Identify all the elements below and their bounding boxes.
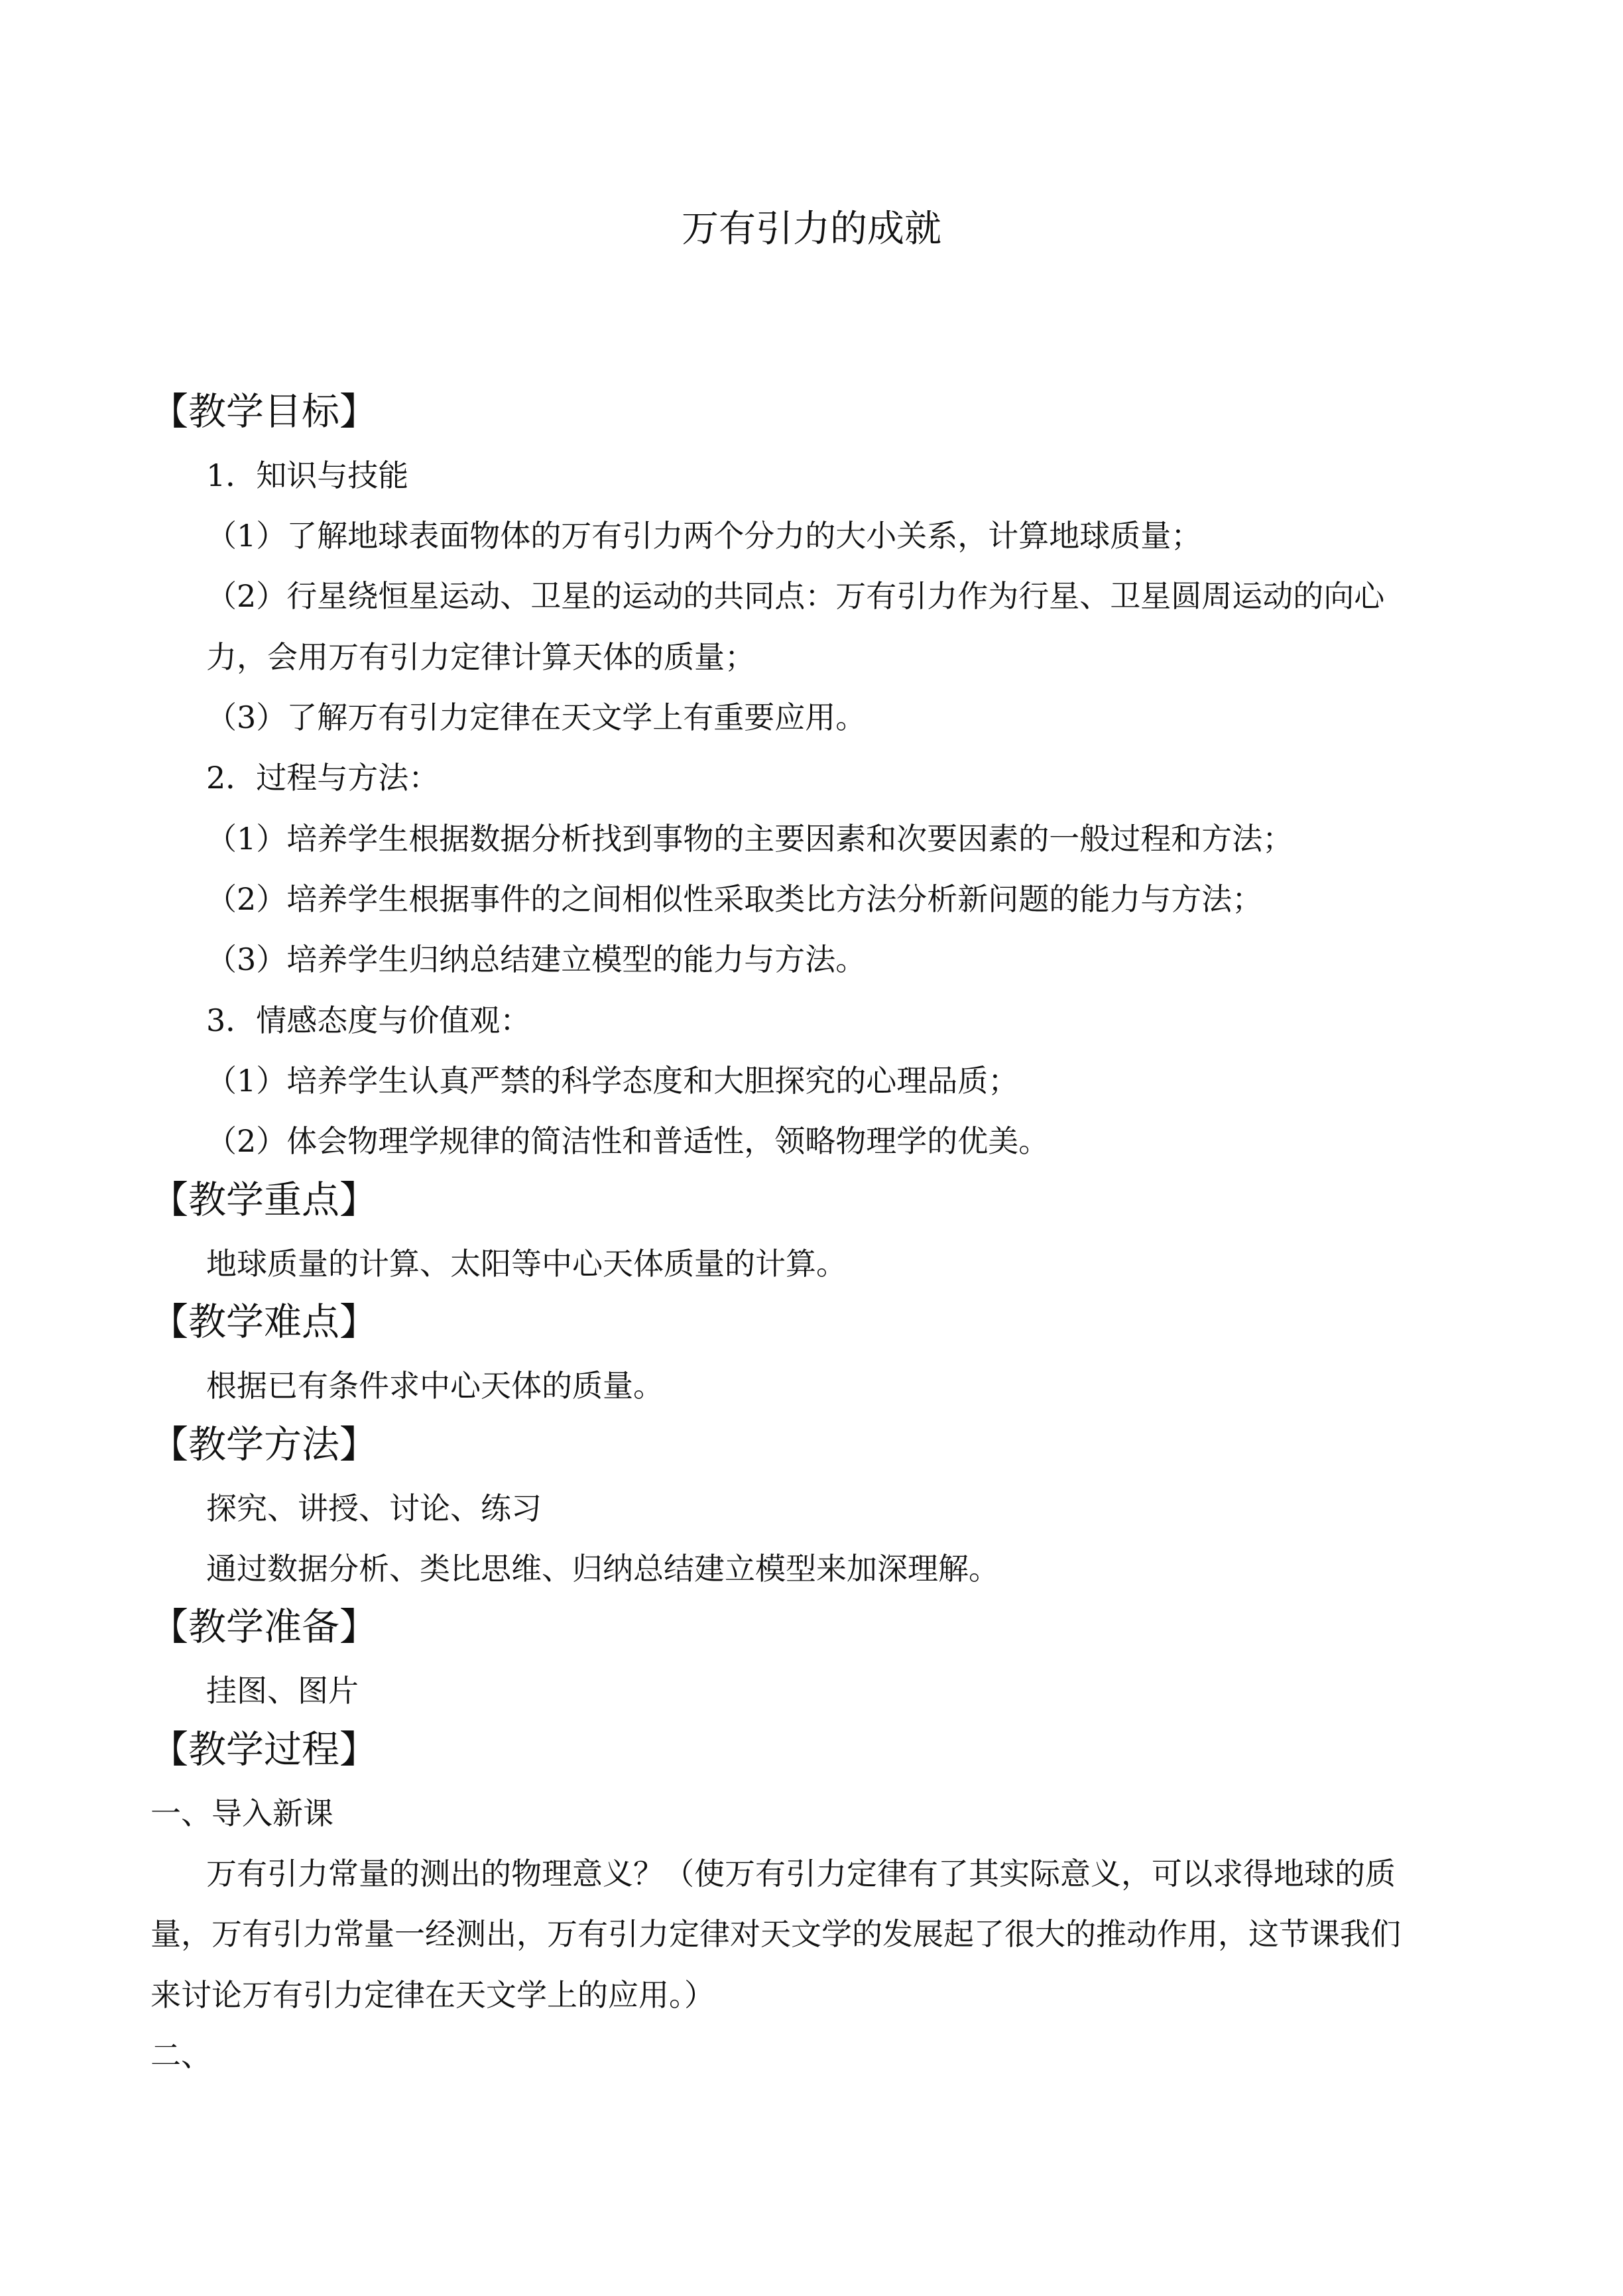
section-heading-process: 【教学过程】 — [150, 1728, 377, 1772]
process-part-title: 一、导入新课 — [150, 1795, 333, 1831]
list-item: （1）了解地球表面物体的万有引力两个分力的大小关系，计算地球质量； — [206, 518, 1202, 554]
subsection-process-methods: 2．过程与方法： — [206, 760, 440, 796]
methods-line: 通过数据分析、类比思维、归纳总结建立模型来加深理解。 — [206, 1551, 999, 1587]
paragraph-line: 来讨论万有引力定律在天文学上的应用。） — [150, 1977, 715, 2013]
section-heading-key-points: 【教学重点】 — [150, 1178, 377, 1222]
list-item-continuation: 力，会用万有引力定律计算天体的质量； — [206, 639, 755, 675]
list-item: （1）培养学生认真严禁的科学态度和大胆探究的心理品质； — [206, 1063, 1019, 1099]
list-item: （2）行星绕恒星运动、卫星的运动的共同点：万有引力作为行星、卫星圆周运动的向心 — [206, 578, 1385, 614]
difficulties-text: 根据已有条件求中心天体的质量。 — [206, 1368, 664, 1404]
section-heading-difficulties: 【教学难点】 — [150, 1300, 377, 1344]
paragraph-line: 万有引力常量的测出的物理意义？（使万有引力定律有了其实际意义，可以求得地球的质 — [206, 1856, 1396, 1892]
key-points-text: 地球质量的计算、太阳等中心天体质量的计算。 — [206, 1246, 847, 1282]
list-item: （3）了解万有引力定律在天文学上有重要应用。 — [206, 699, 867, 735]
paragraph-line: 量，万有引力常量一经测出，万有引力定律对天文学的发展起了很大的推动作用，这节课我们 — [150, 1916, 1401, 1952]
list-item: （2）体会物理学规律的简洁性和普适性，领略物理学的优美。 — [206, 1123, 1050, 1159]
list-item: （2）培养学生根据事件的之间相似性采取类比方法分析新问题的能力与方法； — [206, 881, 1263, 917]
process-part-title: 二、 — [150, 2037, 211, 2073]
subsection-attitudes-values: 3．情感态度与价值观： — [206, 1002, 531, 1038]
section-heading-objectives: 【教学目标】 — [150, 390, 377, 434]
preparation-text: 挂图、图片 — [206, 1673, 359, 1709]
section-heading-preparation: 【教学准备】 — [150, 1605, 377, 1649]
list-item: （3）培养学生归纳总结建立模型的能力与方法。 — [206, 941, 867, 977]
methods-line: 探究、讲授、讨论、练习 — [206, 1490, 542, 1526]
section-heading-methods: 【教学方法】 — [150, 1423, 377, 1467]
subsection-knowledge-skills: 1．知识与技能 — [206, 457, 409, 493]
document-title: 万有引力的成就 — [682, 208, 941, 251]
list-item: （1）培养学生根据数据分析找到事物的主要因素和次要因素的一般过程和方法； — [206, 821, 1293, 857]
